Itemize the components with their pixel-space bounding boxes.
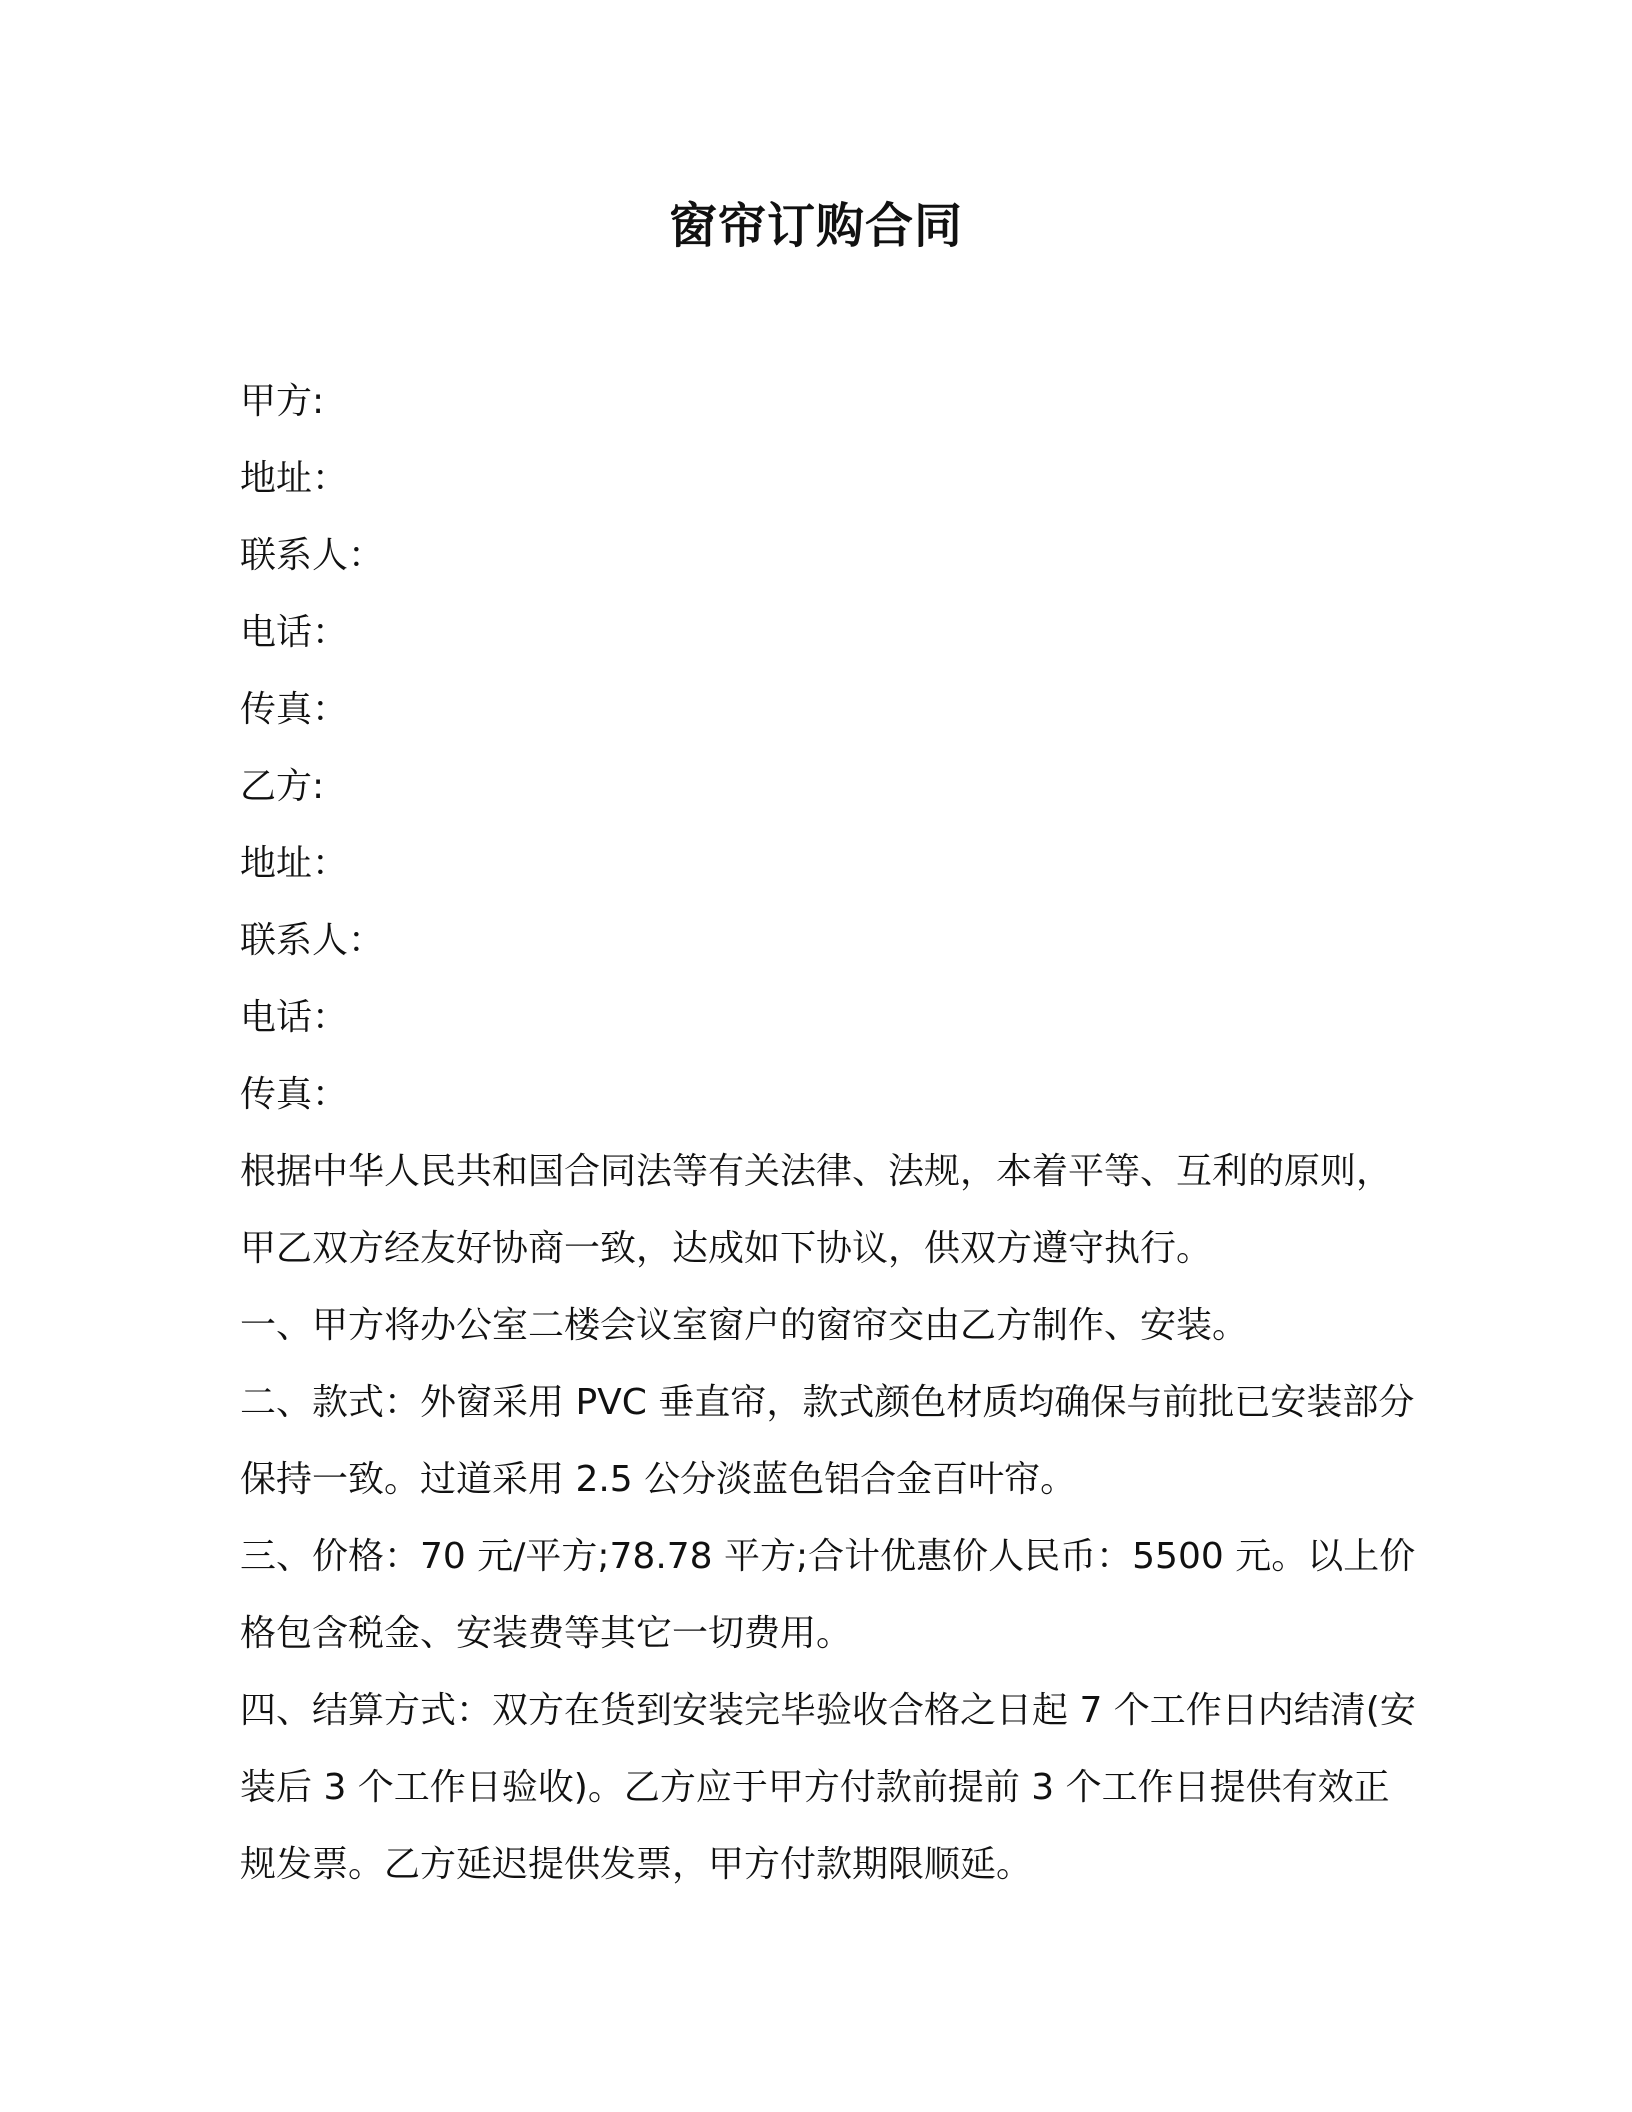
party-a-fax: 传真： xyxy=(240,689,349,730)
party-b-address: 地址： xyxy=(240,843,349,884)
party-b-contact: 联系人： xyxy=(240,920,385,961)
party-a-contact: 联系人： xyxy=(240,535,385,576)
clause-1: 一、甲方将办公室二楼会议室窗户的窗帘交由乙方制作、安装。 xyxy=(240,1305,1249,1346)
document-title: 窗帘订购合同 xyxy=(668,198,963,254)
party-b-phone: 电话： xyxy=(240,997,349,1038)
party-a-phone: 电话： xyxy=(240,612,349,653)
clause-3: 三、价格：70 元/平方;78.78 平方;合计优惠价人民币：5500 元。以上价格包含税金、安装费等其它一切费用。 xyxy=(240,1536,1416,1654)
party-a-address: 地址： xyxy=(240,458,349,499)
document-body xyxy=(240,363,1420,1903)
preamble-paragraph: 根据中华人民共和国合同法等有关法律、法规，本着平等、互利的原则，甲乙双方经友好协商一致，达成如下协议，供双方遵守执行。 xyxy=(240,1151,1393,1269)
clause-2: 二、款式：外窗采用 PVC 垂直帘，款式颜色材质均确保与前批已安装部分保持一致。过道采用 2.5 公分淡蓝色铝合金百叶帘。 xyxy=(240,1382,1415,1500)
party-b-label: 乙方: xyxy=(240,766,325,807)
clause-4: 四、结算方式：双方在货到安装完毕验收合格之日起 7 个工作日内结清(安装后 3 个工作日验收)。乙方应于甲方付款前提前 3 个工作日提供有效正规发票。乙方延迟提供发票，甲方付款期限顺延。 xyxy=(240,1690,1416,1885)
party-a-label: 甲方: xyxy=(240,381,325,422)
party-b-fax: 传真： xyxy=(240,1074,349,1115)
